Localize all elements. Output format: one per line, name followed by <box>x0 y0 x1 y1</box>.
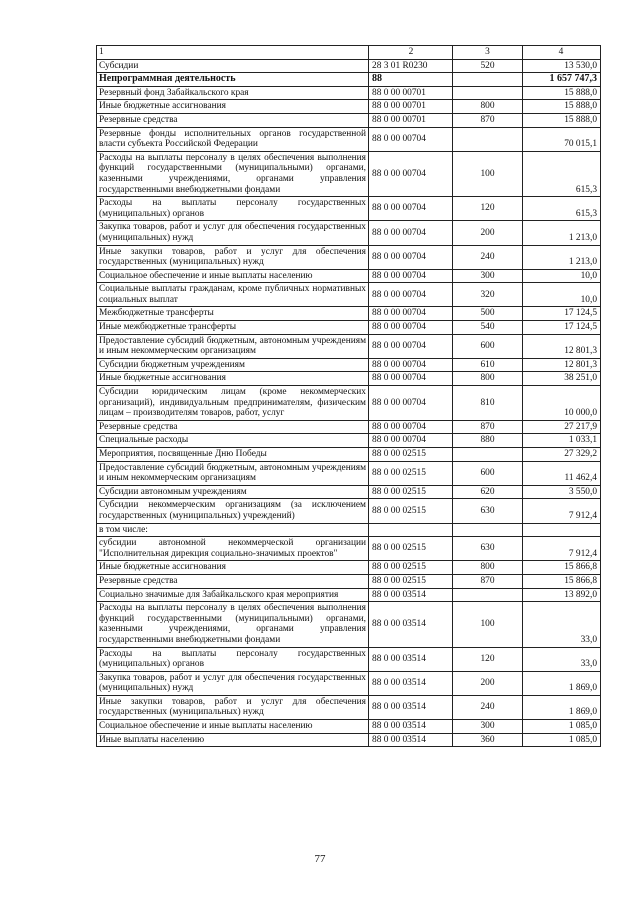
table-row <box>97 461 601 485</box>
row-type-cell: 520 <box>453 59 523 73</box>
table-row <box>97 671 601 695</box>
row-name-cell: Субсидии автономным учреждениям <box>97 485 369 499</box>
row-name-cell: Непрограммная деятельность <box>97 73 369 87</box>
row-code-cell: 88 <box>369 73 453 87</box>
budget-table <box>96 45 601 747</box>
header-row <box>97 46 601 60</box>
row-amount-cell: 33,0 <box>523 602 601 647</box>
row-code-cell: 88 0 00 03514 <box>369 588 453 602</box>
row-code-cell: 88 0 00 03514 <box>369 720 453 734</box>
table-row <box>97 386 601 421</box>
row-type-cell: 500 <box>453 307 523 321</box>
row-code-cell: 88 0 00 00704 <box>369 151 453 196</box>
row-code-cell: 88 0 00 00704 <box>369 283 453 307</box>
row-amount-cell: 615,3 <box>523 151 601 196</box>
row-name-cell: Социальное обеспечение и иные выплаты населению <box>97 720 369 734</box>
row-code-cell: 88 0 00 00704 <box>369 197 453 221</box>
table-row <box>97 647 601 671</box>
row-type-cell: 200 <box>453 221 523 245</box>
row-amount-cell: 3 550,0 <box>523 485 601 499</box>
row-name-cell: Резервные фонды исполнительных органов государственной власти субъекта Российской Федерации <box>97 127 369 151</box>
row-type-cell: 600 <box>453 461 523 485</box>
row-code-cell: 28 3 01 R0230 <box>369 59 453 73</box>
table-row <box>97 523 601 537</box>
row-code-cell: 88 0 00 03514 <box>369 695 453 719</box>
row-code-cell: 88 0 00 00704 <box>369 386 453 421</box>
row-type-cell: 600 <box>453 334 523 358</box>
row-name-cell: Иные бюджетные ассигнования <box>97 372 369 386</box>
row-name-cell: Иные бюджетные ассигнования <box>97 100 369 114</box>
row-name-cell: Иные закупки товаров, работ и услуг для обеспечения государственных (муниципальных) нужд <box>97 245 369 269</box>
table-row <box>97 358 601 372</box>
row-type-cell: 120 <box>453 647 523 671</box>
row-amount-cell: 1 869,0 <box>523 671 601 695</box>
table-row <box>97 372 601 386</box>
row-code-cell: 88 0 00 02515 <box>369 574 453 588</box>
row-code-cell: 88 0 00 00701 <box>369 100 453 114</box>
row-name-cell: Резервный фонд Забайкальского края <box>97 86 369 100</box>
table-row <box>97 269 601 283</box>
row-amount-cell: 11 462,4 <box>523 461 601 485</box>
row-name-cell: Резервные средства <box>97 420 369 434</box>
row-name-cell: в том числе: <box>97 523 369 537</box>
row-code-cell: 88 0 00 00704 <box>369 307 453 321</box>
row-type-cell <box>453 127 523 151</box>
page-number: 77 <box>314 853 326 865</box>
row-code-cell: 88 0 00 00704 <box>369 372 453 386</box>
row-name-cell: Субсидии <box>97 59 369 73</box>
row-name-cell: Социальное обеспечение и иные выплаты населению <box>97 269 369 283</box>
row-code-cell: 88 0 00 00704 <box>369 434 453 448</box>
row-name-cell: Иные бюджетные ассигнования <box>97 561 369 575</box>
row-type-cell: 120 <box>453 197 523 221</box>
row-amount-cell: 10,0 <box>523 269 601 283</box>
table-row <box>97 720 601 734</box>
row-name-cell: Предоставление субсидий бюджетным, автономным учреждениям и иным некоммерческим организациям <box>97 461 369 485</box>
table-row <box>97 321 601 335</box>
row-name-cell: Субсидии некоммерческим организациям (за исключением государственных (муниципальных) учреждений) <box>97 499 369 523</box>
row-name-cell: Расходы на выплаты персоналу в целях обеспечения выполнения функций государственными (муниципальными) органами, казенными учреждениями, органами управления государственными внебюджетными фондами <box>97 602 369 647</box>
table-row <box>97 695 601 719</box>
table-row <box>97 197 601 221</box>
row-amount-cell: 1 085,0 <box>523 720 601 734</box>
row-name-cell: субсидии автономной некоммерческой организации "Исполнительная дирекция социально-значимых проектов" <box>97 537 369 561</box>
row-code-cell: 88 0 00 03514 <box>369 647 453 671</box>
row-type-cell <box>453 588 523 602</box>
table-row <box>97 334 601 358</box>
row-name-cell: Субсидии бюджетным учреждениям <box>97 358 369 372</box>
row-code-cell: 88 0 00 00704 <box>369 321 453 335</box>
row-code-cell: 88 0 00 00704 <box>369 127 453 151</box>
row-code-cell: 88 0 00 00704 <box>369 269 453 283</box>
row-name-cell: Мероприятия, посвященные Дню Победы <box>97 448 369 462</box>
row-code-cell: 88 0 00 00704 <box>369 420 453 434</box>
row-code-cell: 88 0 00 02515 <box>369 448 453 462</box>
row-name-cell: Закупка товаров, работ и услуг для обеспечения государственных (муниципальных) нужд <box>97 671 369 695</box>
row-name-cell: Иные межбюджетные трансферты <box>97 321 369 335</box>
row-code-cell: 88 0 00 00701 <box>369 86 453 100</box>
row-amount-cell: 15 888,0 <box>523 113 601 127</box>
row-type-cell: 800 <box>453 372 523 386</box>
row-amount-cell: 27 329,2 <box>523 448 601 462</box>
table-row <box>97 561 601 575</box>
row-code-cell: 88 0 00 00704 <box>369 358 453 372</box>
row-name-cell: Резервные средства <box>97 574 369 588</box>
row-name-cell: Расходы на выплаты персоналу государственных (муниципальных) органов <box>97 647 369 671</box>
table-row <box>97 151 601 196</box>
row-type-cell: 240 <box>453 695 523 719</box>
row-amount-cell: 13 892,0 <box>523 588 601 602</box>
row-type-cell: 870 <box>453 420 523 434</box>
row-type-cell: 880 <box>453 434 523 448</box>
row-code-cell: 88 0 00 02515 <box>369 561 453 575</box>
table-row <box>97 245 601 269</box>
header-col-1: 1 <box>97 46 369 60</box>
row-type-cell: 810 <box>453 386 523 421</box>
row-name-cell: Иные выплаты населению <box>97 733 369 747</box>
budget-table-body <box>97 46 601 747</box>
table-row <box>97 100 601 114</box>
row-type-cell: 870 <box>453 113 523 127</box>
table-row <box>97 86 601 100</box>
table-row <box>97 221 601 245</box>
row-code-cell: 88 0 00 02515 <box>369 461 453 485</box>
row-amount-cell: 15 866,8 <box>523 574 601 588</box>
row-code-cell: 88 0 00 00704 <box>369 221 453 245</box>
row-type-cell: 320 <box>453 283 523 307</box>
row-code-cell: 88 0 00 02515 <box>369 537 453 561</box>
row-type-cell: 800 <box>453 100 523 114</box>
table-row <box>97 602 601 647</box>
row-amount-cell: 33,0 <box>523 647 601 671</box>
table-row <box>97 733 601 747</box>
row-name-cell: Резервные средства <box>97 113 369 127</box>
table-row <box>97 434 601 448</box>
row-type-cell <box>453 86 523 100</box>
row-amount-cell: 12 801,3 <box>523 334 601 358</box>
row-code-cell: 88 0 00 00704 <box>369 334 453 358</box>
row-amount-cell: 12 801,3 <box>523 358 601 372</box>
row-type-cell: 360 <box>453 733 523 747</box>
row-name-cell: Предоставление субсидий бюджетным, автономным учреждениям и иным некоммерческим организациям <box>97 334 369 358</box>
row-type-cell: 540 <box>453 321 523 335</box>
row-amount-cell: 38 251,0 <box>523 372 601 386</box>
row-type-cell: 800 <box>453 561 523 575</box>
row-type-cell: 630 <box>453 537 523 561</box>
row-type-cell: 300 <box>453 720 523 734</box>
row-type-cell <box>453 448 523 462</box>
row-amount-cell: 17 124,5 <box>523 307 601 321</box>
row-type-cell <box>453 73 523 87</box>
table-row <box>97 127 601 151</box>
row-amount-cell: 10,0 <box>523 283 601 307</box>
row-amount-cell: 13 530,0 <box>523 59 601 73</box>
row-code-cell: 88 0 00 02515 <box>369 485 453 499</box>
row-code-cell: 88 0 00 00704 <box>369 245 453 269</box>
row-code-cell: 88 0 00 03514 <box>369 602 453 647</box>
row-type-cell: 240 <box>453 245 523 269</box>
table-row <box>97 283 601 307</box>
row-code-cell: 88 0 00 03514 <box>369 733 453 747</box>
row-name-cell: Межбюджетные трансферты <box>97 307 369 321</box>
table-row <box>97 485 601 499</box>
row-amount-cell: 7 912,4 <box>523 537 601 561</box>
table-row <box>97 588 601 602</box>
row-type-cell: 630 <box>453 499 523 523</box>
row-amount-cell: 15 888,0 <box>523 86 601 100</box>
row-type-cell <box>453 523 523 537</box>
row-type-cell: 620 <box>453 485 523 499</box>
row-amount-cell: 17 124,5 <box>523 321 601 335</box>
header-col-3: 3 <box>453 46 523 60</box>
table-row <box>97 113 601 127</box>
row-amount-cell: 10 000,0 <box>523 386 601 421</box>
row-amount-cell: 1 085,0 <box>523 733 601 747</box>
row-type-cell: 200 <box>453 671 523 695</box>
table-row <box>97 73 601 87</box>
row-name-cell: Социально значимые для Забайкальского края мероприятия <box>97 588 369 602</box>
table-row <box>97 59 601 73</box>
row-name-cell: Социальные выплаты гражданам, кроме публичных нормативных социальных выплат <box>97 283 369 307</box>
row-type-cell: 300 <box>453 269 523 283</box>
table-row <box>97 420 601 434</box>
row-type-cell: 100 <box>453 151 523 196</box>
row-amount-cell <box>523 523 601 537</box>
row-amount-cell: 27 217,9 <box>523 420 601 434</box>
row-name-cell: Иные закупки товаров, работ и услуг для обеспечения государственных (муниципальных) нужд <box>97 695 369 719</box>
row-code-cell: 88 0 00 03514 <box>369 671 453 695</box>
row-amount-cell: 15 888,0 <box>523 100 601 114</box>
row-type-cell: 610 <box>453 358 523 372</box>
table-row <box>97 537 601 561</box>
row-amount-cell: 1 657 747,3 <box>523 73 601 87</box>
row-name-cell: Расходы на выплаты персоналу государственных (муниципальных) органов <box>97 197 369 221</box>
row-name-cell: Закупка товаров, работ и услуг для обеспечения государственных (муниципальных) нужд <box>97 221 369 245</box>
row-code-cell <box>369 523 453 537</box>
table-row <box>97 307 601 321</box>
row-amount-cell: 15 866,8 <box>523 561 601 575</box>
row-type-cell: 870 <box>453 574 523 588</box>
table-row <box>97 448 601 462</box>
row-name-cell: Субсидии юридическим лицам (кроме некоммерческих организаций), индивидуальным предпринимателям, физическим лицам – производителям товаров, работ, услуг <box>97 386 369 421</box>
row-amount-cell: 7 912,4 <box>523 499 601 523</box>
table-row <box>97 574 601 588</box>
row-name-cell: Расходы на выплаты персоналу в целях обеспечения выполнения функций государственными (муниципальными) органами, казенными учреждениями, органами управления государственными внебюджетными фондами <box>97 151 369 196</box>
row-amount-cell: 70 015,1 <box>523 127 601 151</box>
header-col-4: 4 <box>523 46 601 60</box>
row-type-cell: 100 <box>453 602 523 647</box>
table-row <box>97 499 601 523</box>
row-code-cell: 88 0 00 02515 <box>369 499 453 523</box>
row-amount-cell: 615,3 <box>523 197 601 221</box>
row-amount-cell: 1 213,0 <box>523 221 601 245</box>
row-name-cell: Специальные расходы <box>97 434 369 448</box>
row-amount-cell: 1 213,0 <box>523 245 601 269</box>
row-amount-cell: 1 869,0 <box>523 695 601 719</box>
row-amount-cell: 1 033,1 <box>523 434 601 448</box>
header-col-2: 2 <box>369 46 453 60</box>
row-code-cell: 88 0 00 00701 <box>369 113 453 127</box>
